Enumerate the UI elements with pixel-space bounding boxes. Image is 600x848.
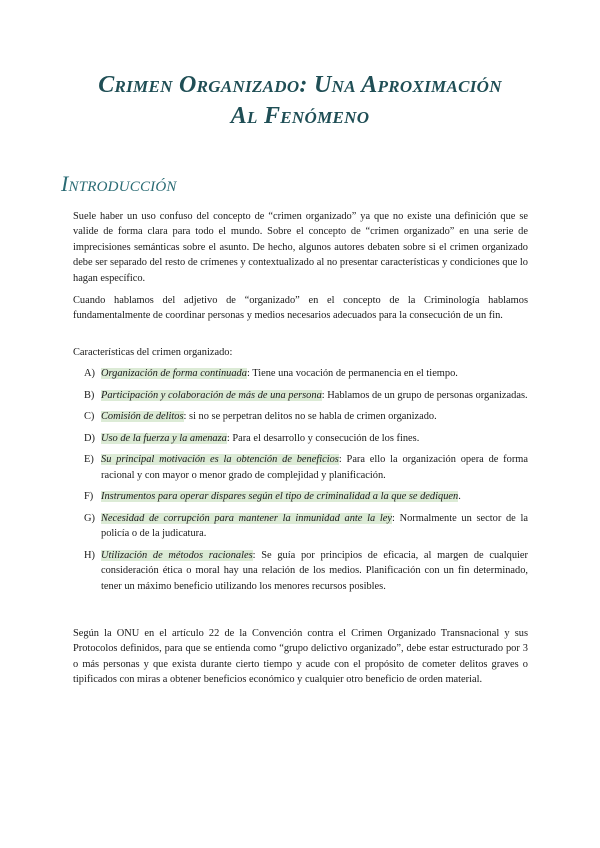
item-description: : Para ello la organización opera de forma racional y con mayor o menor grado de complejidad y planificación. — [101, 454, 528, 481]
intro-paragraph-2: Cuando hablamos del adjetivo de “organizado” en el concepto de la Criminología hablamos fundamentalmente de coordinar personas y medios necesarios adecuados para la consecución de un fin. — [73, 295, 528, 322]
highlighted-term: Comisión de delitos — [101, 411, 184, 423]
highlighted-term: Organización de forma continuada — [101, 368, 247, 379]
highlighted-term: Uso de la fuerza y la amenaza — [101, 432, 227, 444]
list-marker: G) — [84, 512, 95, 524]
list-item — [84, 409, 528, 424]
title-line-1: Crimen Organizado: Una Aproximación — [98, 72, 502, 98]
item-description: . — [458, 491, 461, 503]
item-description: : Normalmente un sector de la policía o de la judicatura. — [101, 512, 528, 540]
list-item — [84, 452, 528, 483]
item-description: : Tiene una vocación de permanencia en el tiempo. — [246, 368, 458, 379]
list-item — [84, 511, 528, 542]
list-item — [84, 366, 528, 381]
highlighted-term: Participación y colaboración de más de una persona — [101, 389, 322, 401]
document-title — [60, 70, 540, 132]
item-description: : Se guía por principios de eficacia, al margen de cualquier consideración ética o moral hay una relación de los medios. Planificación con un fin determinado, tener un máximo beneficio utilizando los menores recursos posibles. — [101, 549, 528, 592]
item-description: : si no se perpetran delitos no se habla de crimen organizado. — [183, 411, 437, 423]
list-marker: D) — [84, 432, 95, 444]
list-intro: Características del crimen organizado: — [73, 347, 233, 358]
list-marker: E) — [84, 454, 94, 466]
characteristics-list — [84, 366, 528, 600]
list-item — [84, 388, 528, 403]
highlighted-term: Necesidad de corrupción para mantener la inmunidad ante la ley — [101, 512, 392, 524]
list-marker: C) — [84, 411, 95, 423]
list-marker: A) — [84, 368, 95, 379]
highlighted-term: Instrumentos para operar dispares según el tipo de criminalidad a la que se dediquen — [101, 491, 459, 503]
section-heading: Introducción — [61, 171, 177, 196]
closing-paragraph: Según la ONU en el artículo 22 de la Convención contra el Crimen Organizado Transnacional y sus Protocolos definidos, para que se entienda como “grupo delictivo organizado”, debe estar estructurado por 3 o más personas y que exista durante cierto tiempo y acude con el propósito de cometer delitos graves o tipificados con miras a obtener beneficios económico y cualquier otro beneficio de orden material. — [73, 628, 528, 686]
list-item — [84, 489, 528, 504]
highlighted-term: Su principal motivación es la obtención de beneficios — [101, 454, 339, 466]
intro-paragraph-1: Suele haber un uso confuso del concepto de “crimen organizado” ya que no existe una definición que se valide de forma clara para todo el mundo. Sobre el concepto de “crimen organizado” en una serie de imprecisiones semánticas sobre el asunto. De hecho, algunos autores debaten sobre si el crimen organizado debe ser separado del resto de crímenes y contextualizado al no presentar características y condiciones que lo hagan específico. — [73, 211, 528, 284]
item-description: : Para el desarrollo y consecución de los fines. — [226, 432, 420, 444]
list-marker: B) — [84, 389, 95, 401]
highlighted-term: Utilización de métodos racionales — [101, 549, 253, 561]
list-item — [84, 431, 528, 446]
list-item — [84, 548, 528, 594]
list-marker: H) — [84, 549, 95, 561]
item-description: : Hablamos de un grupo de personas organizadas. — [321, 389, 528, 401]
title-line-2: Al Fenómeno — [230, 103, 370, 129]
list-marker: F) — [84, 491, 94, 503]
